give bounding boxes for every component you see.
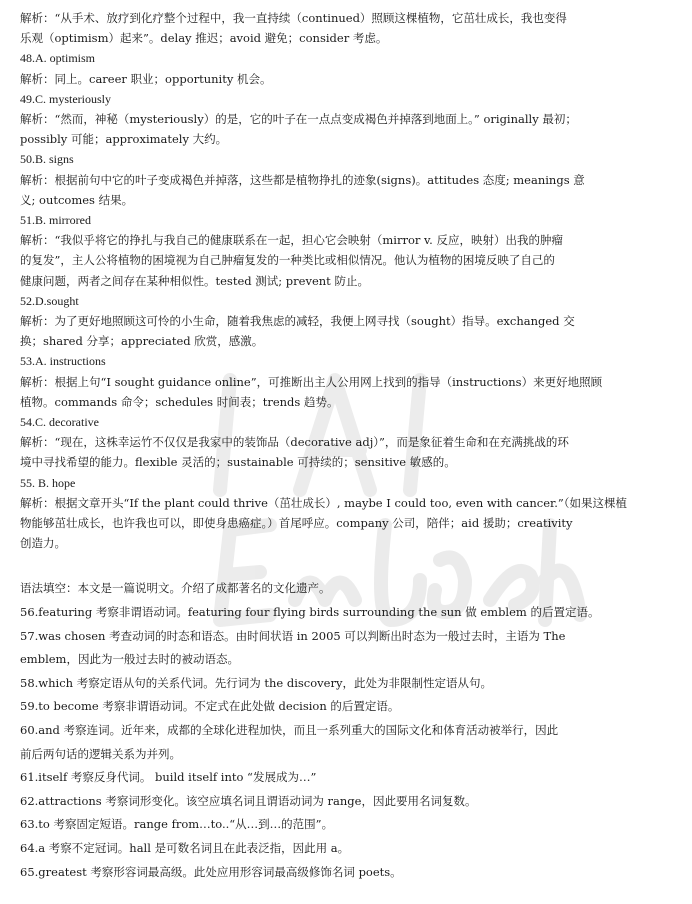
text-line: 解析：根据文章开头“If the plant could thrive（茁壮成长）, maybe I could too, even with cancer.”（如果这棵植 <box>20 495 628 510</box>
text-line: 解析：为了更好地照顾这可怜的小生命，随着我焦虑的减轻，我便上网寻找（sought）指导。exchanged 交 <box>20 314 575 329</box>
text-line: 64.a 考察不定冠词。hall 是可数名词且在此表泛指，因此用 a。 <box>20 841 350 856</box>
answer-line: 54.C. decorative <box>20 415 99 430</box>
text-line: 义; outcomes 结果。 <box>20 192 134 207</box>
text-line: 解析：同上。career 职业；opportunity 机会。 <box>20 71 272 86</box>
section-heading: 语法填空：本文是一篇说明文。介绍了成都著名的文化遗产。 <box>20 581 331 596</box>
text-line: 56.featuring 考察非谓语动词。featuring four flying birds surrounding the sun 做 emblem 的后置定语。 <box>20 605 600 620</box>
text-line: 61.itself 考察反身代词。 build itself into “发展成为…” <box>20 770 317 785</box>
cloze-explanations <box>20 8 680 553</box>
text-line: emblem，因此为一般过去时的被动语态。 <box>20 652 239 667</box>
text-line: 解析：“从手术、放疗到化疗整个过程中，我一直持续（continued）照顾这棵植物，它茁壮成长，我也变得 <box>20 11 567 25</box>
text-line: 乐观（optimism）起来”。delay 推迟；avoid 避免；consider 考虑。 <box>20 31 388 46</box>
text-line: 58.which 考察定语从句的关系代词。先行词为 the discovery，此处为非限制性定语从句。 <box>20 675 492 690</box>
answer-line: 50.B. signs <box>20 152 74 167</box>
text-line: 60.and 考察连词。近年来，成都的全球化进程加快，而且一系列重大的国际文化和体育活动被举行，因此 <box>20 723 559 738</box>
text-line: 境中寻找希望的能力。flexible 灵活的；sustainable 可持续的；sensitive 敏感的。 <box>20 455 456 470</box>
answer-line: 53.A. instructions <box>20 354 106 369</box>
text-line: 解析：“然而，神秘（mysteriously）的是，它的叶子在一点点变成褐色并掉落到地面上。” originally 最初； <box>20 112 577 127</box>
text-line: 的复发”，主人公将植物的困境视为自己肿瘤复发的一种类比或相似情况。他认为植物的困境反映了自己的 <box>20 253 555 268</box>
answer-line: 51.B. mirrored <box>20 213 91 228</box>
text-line: 前后两句话的逻辑关系为并列。 <box>20 746 181 761</box>
text-line: 62.attractions 考察词形变化。该空应填名词且谓语动词为 range，因此要用名词复数。 <box>20 793 477 808</box>
text-line: 解析：“我似乎将它的挣扎与我自己的健康联系在一起，担心它会映射（mirror v. 反应，映射）出我的肿瘤 <box>20 233 563 248</box>
text-line: 换；shared 分享；appreciated 欣赏，感激。 <box>20 334 264 349</box>
text-line: 65.greatest 考察形容词最高级。此处应用形容词最高级修饰名词 poets。 <box>20 864 402 879</box>
text-line: 63.to 考察固定短语。range from…to..“从…到…的范围”。 <box>20 817 334 832</box>
answer-line: 52.D.sought <box>20 293 79 308</box>
text-line: 健康问题，两者之间存在某种相似性。tested 测试; prevent 防止。 <box>20 273 369 288</box>
text-line: 57.was chosen 考查动词的时态和语态。由时间状语 in 2005 可以判断出时态为一般过去时，主语为 The <box>20 628 566 643</box>
text-line: 物能够茁壮成长，也许我也可以，即使身患癌症。）首尾呼应。company 公司，陪伴；aid 援助；creativity <box>20 516 573 531</box>
text-line: 59.to become 考察非谓语动词。不定式在此处做 decision 的后置定语。 <box>20 699 400 714</box>
section-gap <box>20 553 680 577</box>
text-line: 创造力。 <box>20 536 66 551</box>
text-line: 植物。commands 命令；schedules 时间表；trends 趋势。 <box>20 394 339 409</box>
text-line: possibly 可能；approximately 大约。 <box>20 132 228 147</box>
text-line: 解析：“现在，这株幸运竹不仅仅是我家中的装饰品（decorative adj）”，而是象征着生命和在充满挑战的环 <box>20 435 569 450</box>
text-line: 解析：根据前句中它的叶子变成褐色并掉落，这些都是植物挣扎的迹象(signs)。attitudes 态度; meanings 意 <box>20 172 585 187</box>
grammar-explanations <box>20 577 680 884</box>
text-line: 解析：根据上句“I sought guidance online”，可推断出主人公用网上找到的指导（instructions）来更好地照顾 <box>20 374 603 389</box>
answer-line: 55. B. hope <box>20 475 76 490</box>
answer-line: 49.C. mysteriously <box>20 91 112 106</box>
answer-line: 48.A. optimism <box>20 51 96 66</box>
